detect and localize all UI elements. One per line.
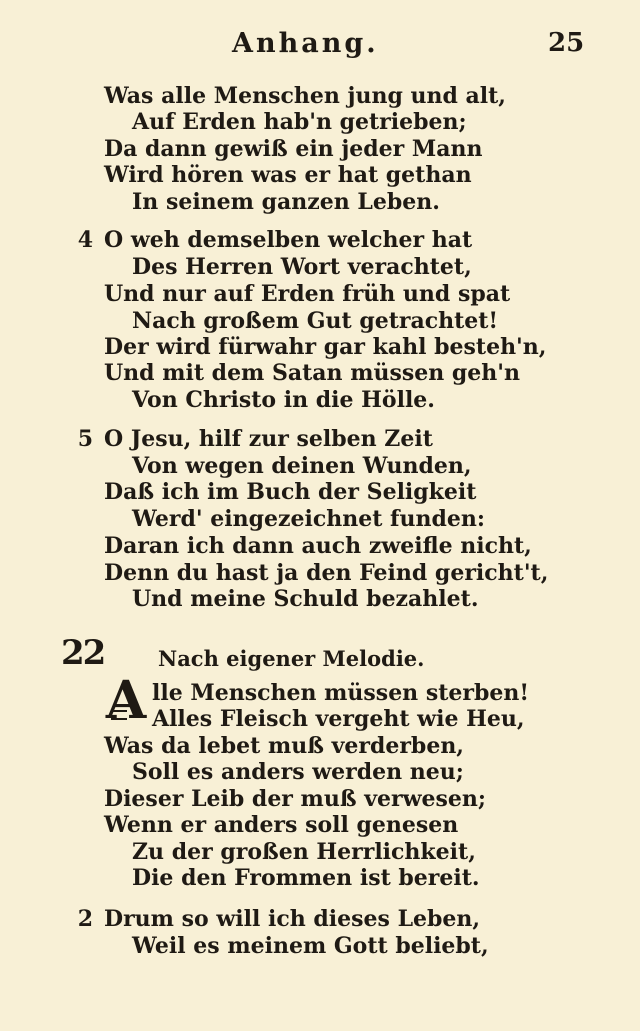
verse-5-line-text-6: Denn du hast ja den Feind gericht't,	[104, 560, 549, 586]
verse-4-line-text-1: O weh demselben welcher hat	[104, 227, 473, 253]
continued-verse-line-text-5: In seinem ganzen Leben.	[132, 189, 440, 215]
hymn-22-line-text-2: Alles Fleisch vergeht wie Heu,	[152, 706, 525, 732]
drop-cap: A	[105, 670, 147, 731]
verse-5-line-text-2: Von wegen deinen Wunden,	[132, 453, 472, 479]
verse-5-line-text-5: Daran ich dann auch zweifle nicht,	[104, 533, 532, 559]
verse-5-number: 5	[77, 426, 93, 452]
verse-4-line-text-5: Der wird fürwahr gar kahl besteh'n,	[104, 334, 547, 360]
hymn-22-verse-2-number: 2	[77, 906, 93, 932]
running-title: Anhang.	[232, 28, 379, 59]
verse-4-line-text-3: Und nur auf Erden früh und spat	[104, 281, 511, 307]
verse-4-line-text-4: Nach großem Gut getrachtet!	[132, 308, 499, 334]
verse-5-line-text-3: Daß ich im Buch der Seligkeit	[104, 479, 477, 505]
hymn-22-line-text-6: Wenn er anders soll genesen	[104, 812, 459, 838]
continued-verse-line-text-1: Was alle Menschen jung und alt,	[104, 83, 506, 109]
hymn-22-verse-2-line-text-2: Weil es meinem Gott beliebt,	[132, 933, 489, 959]
hymn-22-line-text-7: Zu der großen Herrlichkeit,	[132, 839, 476, 865]
hymn-22-line-text-4: Soll es anders werden neu;	[132, 759, 464, 785]
hymn-22-line-text-8: Die den Frommen ist bereit.	[132, 865, 480, 891]
verse-4-line-text-6: Und mit dem Satan müssen geh'n	[104, 360, 521, 386]
hymn-22-line-text-1: lle Menschen müssen sterben!	[152, 680, 530, 706]
continued-verse-line-text-2: Auf Erden hab'n getrieben;	[132, 109, 467, 135]
drop-cap-ornament	[111, 710, 127, 720]
running-head	[0, 28, 640, 68]
hymn-22-line-text-3: Was da lebet muß verderben,	[104, 733, 464, 759]
verse-5-line-text-1: O Jesu, hilf zur selben Zeit	[104, 426, 433, 452]
hymn-22-line-text-5: Dieser Leib der muß verwesen;	[104, 786, 487, 812]
hymn-22-verse-2-line-text-1: Drum so will ich dieses Leben,	[104, 906, 481, 932]
melody-title: Nach eigener Melodie.	[158, 646, 425, 671]
verse-4-line-text-2: Des Herren Wort verachtet,	[132, 254, 472, 280]
verse-5-line-text-4: Werd' eingezeichnet funden:	[132, 506, 486, 532]
verse-4-line-text-7: Von Christo in die Hölle.	[132, 387, 435, 413]
hymn-number: 22	[61, 633, 105, 673]
verse-5-line-text-7: Und meine Schuld bezahlet.	[132, 586, 479, 612]
continued-verse-line-text-3: Da dann gewiß ein jeder Mann	[104, 136, 483, 162]
page-number: 25	[548, 28, 585, 58]
continued-verse-line-text-4: Wird hören was er hat gethan	[104, 162, 472, 188]
verse-4-number: 4	[77, 227, 93, 253]
